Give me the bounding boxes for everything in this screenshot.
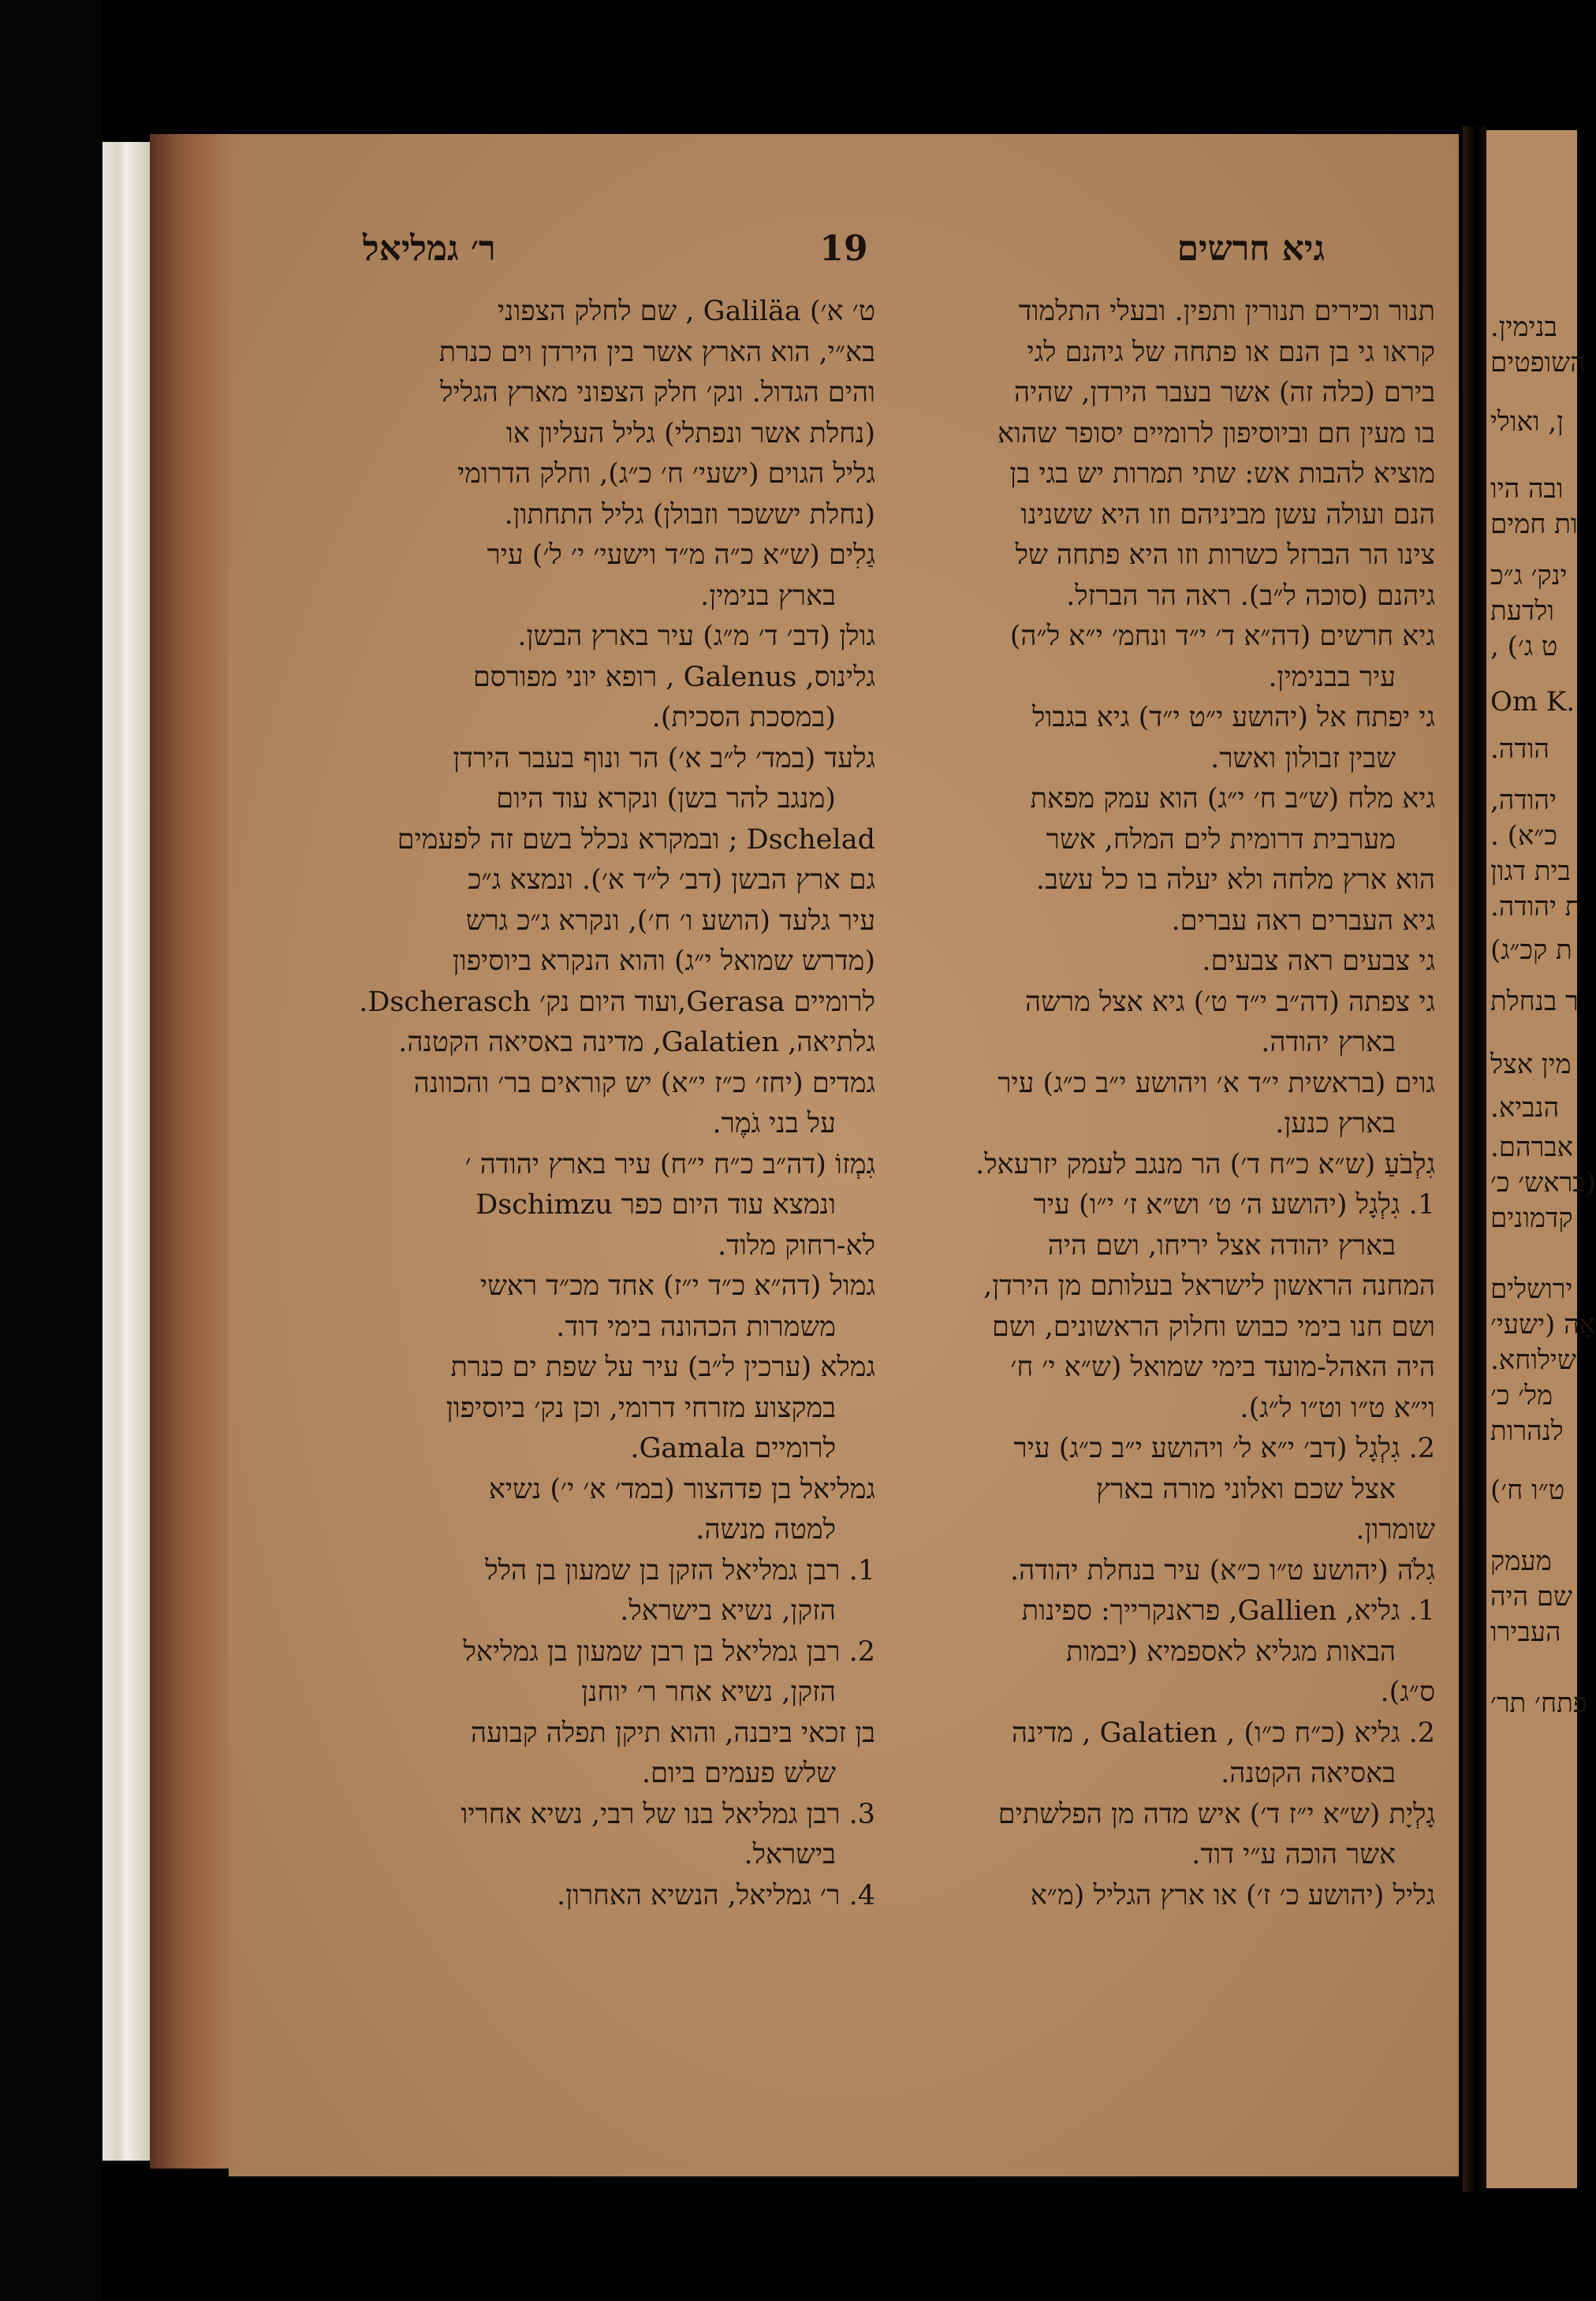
text-line: בא״י, הוא הארץ אשר בין הירדן וים כנרת (438, 336, 875, 368)
text-line: גמדים (יחז׳ כ״ז י״א) יש קוראים בר׳ והכוונה (413, 1067, 875, 1099)
text-line: שבין זבולון ואשר. (1210, 742, 1396, 774)
text-line: 2. גִלְגָל (דב׳ י״א ל׳ ויהושע י״ב כ״ג) עיר (1013, 1433, 1435, 1464)
text-line: לרומיים Gamala. (630, 1433, 836, 1464)
text-line: עיר גלעד (הושע ו׳ ח׳), ונקרא ג״כ גרש (465, 904, 875, 937)
running-title-left: ר׳ גמליאל (363, 229, 496, 269)
text-line: גיהנם (סוכה ל״ב). ראה הר הברזל. (1066, 580, 1435, 612)
facing-page-fragment: לנהרות (1490, 1415, 1564, 1447)
text-line: הבאות מגליא לאספמיא (יבמות (1066, 1635, 1396, 1668)
facing-page-fragment: הודה. (1490, 733, 1549, 765)
text-line: בן זכאי ביבנה, והוא תיקן תפלה קבועה (470, 1717, 875, 1749)
text-line: גי יפתח אל (יהושע י״ט י״ד) גיא בגבול (1032, 702, 1435, 733)
text-line: שלש פעמים ביום. (641, 1758, 836, 1789)
text-line: גי צבעים ראה צבעים. (1202, 945, 1435, 977)
facing-page-fragment: ט ג׳) , (1490, 631, 1558, 662)
page-number: 19 (819, 229, 868, 269)
page-header (363, 229, 1325, 276)
facing-page-fragment: ת קכ״ג) (1490, 934, 1572, 966)
facing-page-fragment: פתח׳ תר׳ (1490, 1688, 1587, 1719)
book-cover-edge (150, 134, 229, 2169)
facing-page-fragment: ובה היו (1490, 473, 1564, 505)
facing-page-fragment: ינק׳ ג״כ (1490, 560, 1568, 591)
text-line: גלתיאה, Galatien, מדינה באסיאה הקטנה. (398, 1027, 875, 1058)
facing-page-fragment: קדמונים (1490, 1203, 1573, 1234)
text-line: 1. גליא, Gallien, פראנקרייך: ספינות (1021, 1595, 1435, 1627)
text-line: בארץ כנען. (1275, 1108, 1396, 1139)
text-line: הזקן, נשיא אחר ר׳ יוחנן (581, 1676, 836, 1708)
facing-page-fragment: ות חמים (1490, 509, 1578, 540)
text-line: גָלְיָת (ש״א י״ז ד׳) איש מדה מן הפלשתים (998, 1798, 1435, 1830)
text-line: גם ארץ הבשן (דב׳ ל״ד א׳). ונמצא ג״כ (468, 864, 875, 896)
text-line: בארץ יהודה. (1261, 1027, 1396, 1058)
text-line: אשר הוכה ע״י דוד. (1191, 1839, 1396, 1870)
facing-page-fragment: (בראש׳ כ׳ (1490, 1167, 1596, 1199)
book-gutter (1463, 126, 1486, 2192)
text-line: (במסכת הסכית). (651, 702, 836, 733)
text-line: משמרות הכהונה בימי דוד. (556, 1311, 836, 1343)
text-line: צינו הר הברזל כשרות וזו היא פתחה של (1015, 539, 1435, 571)
facing-page-fragment: ן, ואולי (1490, 406, 1564, 438)
text-line: בו מעין חם וביוסיפון לרומיים יסופר שהוא (998, 417, 1435, 449)
text-line: גִלְבֹעַ (ש״א כ״ח ד׳) הר מנגב לעמק יזרעאל. (975, 1148, 1435, 1180)
text-line: גוים (בראשית י״ד א׳ ויהושע י״ב כ״ג) עיר (998, 1067, 1435, 1099)
running-title-right: גיא חרשים (1176, 229, 1325, 269)
text-line: הוא ארץ מלחה ולא יעלה בו כל עשב. (1035, 864, 1435, 896)
text-line: גיא חרשים (דה״א ד׳ י״ד ונחמ׳ י״א ל״ה) (1009, 621, 1435, 652)
text-line: ט׳ א׳) Galiläa , שם לחלק הצפוני (497, 296, 875, 327)
text-line: בירם (כלה זה) אשר בעבר הירדן, שהיה (1014, 377, 1435, 408)
text-line: 1. גִלְגָל (יהושע ה׳ ט׳ וש״א ז׳ י״ו) עיר (1033, 1189, 1435, 1221)
text-line: גלינוס, Galenus , רופא יוני מפורסם (472, 661, 875, 693)
text-line: עיר בבנימין. (1268, 661, 1396, 693)
text-line: 1. רבן גמליאל הזקן בן שמעון בן הלל (485, 1554, 875, 1587)
text-line: 2. גליא (כ״ח כ״ו) , Galatien , מדינה (1011, 1717, 1435, 1749)
facing-page-fragment: בית דגון (1490, 856, 1571, 887)
text-line: היה האהל-מועד בימי שמואל (ש״א י׳ ח׳ (1010, 1352, 1435, 1383)
facing-page-fragment: ת יהודה. (1490, 891, 1582, 923)
facing-page-fragment: ירושלים (1490, 1274, 1573, 1305)
text-line: מוציא להבות אש: שתי תמרות יש בגי בן (1009, 458, 1435, 490)
text-line: (מדרש שמואל י״ג) והוא הנקרא ביוסיפון (452, 945, 875, 977)
text-line: (נחלת אשר ונפתלי) גליל העליון או (505, 417, 875, 449)
text-line: Dschelad ; ובמקרא נכלל בשם זה לפעמים (397, 823, 875, 856)
page-edges (103, 142, 150, 2161)
facing-page-fragment: בנימין. (1490, 311, 1557, 343)
text-line: גיא העברים ראה עברים. (1171, 904, 1435, 937)
text-line: ס״ג). (1380, 1676, 1435, 1708)
text-line: לא-רחוק מלוד. (718, 1229, 875, 1262)
text-line: גיא מלח (ש״ב ח׳ י״ג) הוא עמק מפאת (1030, 783, 1435, 815)
text-line: וי״א ט״ו וט״ו ל״ג). (1240, 1392, 1435, 1424)
facing-page-fragment: אברהם. (1490, 1132, 1574, 1163)
text-line: גַלִים (ש״א כ״ה מ״ד וישעי׳ י׳ ל׳) עיר (487, 539, 875, 571)
facing-page-fragment: ר בנחלת (1490, 986, 1579, 1017)
text-line: בארץ יהודה אצל יריחו, ושם היה (1047, 1229, 1396, 1262)
text-line: למטה מנשה. (695, 1514, 836, 1546)
text-line: 2. רבן גמליאל בן רבן שמעון בן גמליאל (463, 1635, 875, 1668)
text-line: הזקן, נשיא בישראל. (620, 1595, 836, 1627)
text-line: באסיאה הקטנה. (1221, 1758, 1396, 1789)
text-line: מערבית דרומית לים המלח, אשר (1046, 823, 1396, 856)
text-line: תנור וכירים תנורין ותפין. ובעלי התלמוד (1018, 296, 1435, 327)
facing-page-fragment: יהודה, (1490, 785, 1557, 816)
text-line: (מנגב להר בשן) ונקרא עוד היום (496, 783, 836, 815)
text-line: גמלא (ערכין ל״ב) עיר על שפת ים כנרת (450, 1352, 875, 1383)
text-line: בישראל. (744, 1839, 836, 1870)
text-line: המחנה הראשון לישראל בעלותם מן הירדן, (983, 1270, 1435, 1302)
text-line: בארץ בנימין. (700, 580, 836, 612)
facing-page-fragment: העבירו (1490, 1617, 1561, 1648)
facing-page (1486, 130, 1596, 2188)
facing-page-fragment: הנביא. (1490, 1092, 1560, 1124)
facing-page-fragment: השופטים (1490, 347, 1586, 379)
text-line: גִלֹה (יהושע ט״ו כ״א) עיר בנחלת יהודה. (1010, 1554, 1435, 1587)
text-line: לרומיים Gerasa,ועוד היום נק׳ Dscherasch. (359, 986, 875, 1018)
text-line: גולן (דב׳ ד׳ מ״ג) עיר בארץ הבשן. (517, 621, 875, 652)
text-line: גלעד (במד׳ ל״ב א׳) הר ונוף בעבר הירדן (453, 742, 875, 774)
facing-page-fragment: מעמק (1490, 1546, 1552, 1577)
text-line: גמול (דה״א כ״ד י״ז) אחד מכ״ד ראשי (479, 1270, 875, 1302)
text-line: גִמְזוֹ (דה״ב כ״ח י״ח) עיר בארץ יהודה ׳ (464, 1148, 875, 1180)
text-line: אצל שכם ואלוני מורה בארץ (1095, 1473, 1396, 1505)
facing-page-fragment: .Om K (1490, 686, 1575, 718)
text-line: במקצוע מזרחי דרומי, וכן נק׳ ביוסיפון (446, 1392, 836, 1424)
facing-page-fragment: ט״ו ח׳) (1490, 1475, 1565, 1506)
book-binding (0, 0, 103, 2301)
text-line: 3. רבן גמליאל בנו של רבי, נשיא אחריו (461, 1798, 875, 1830)
text-line: קראו גי בן הנם או פתחה של גיהנם לגי (1027, 336, 1435, 368)
text-line: גמליאל בן פדהצור (במד׳ א׳ י׳) נשיא (488, 1473, 875, 1505)
text-line: הנם ועולה עשן מביניהם וזו היא ששנינו (1020, 498, 1435, 531)
text-line: ושם חנו בימי כבוש וחלוק הראשונים, ושם (992, 1311, 1435, 1343)
text-line: והים הגדול. ונק׳ חלק הצפוני מארץ הגליל (440, 377, 875, 408)
text-line: גליל הגוים (ישעי׳ ח׳ כ״ג), וחלק הדרומי (457, 458, 875, 490)
text-line: על בני גֹמֶר. (712, 1108, 836, 1139)
text-column-left (359, 292, 875, 1916)
text-line: שומרון. (1355, 1514, 1435, 1546)
text-line: גי צפתה (דה״ב י״ד ט׳) גיא אצל מרשה (1024, 986, 1435, 1018)
facing-page-fragment: כ״א) . (1490, 820, 1557, 852)
text-line: ונמצא עוד היום כפר Dschimzu (475, 1189, 836, 1221)
text-line: 4. ר׳ גמליאל, הנשיא האחרון. (556, 1879, 875, 1911)
facing-page-fragment: מין אצל (1490, 1049, 1572, 1080)
facing-page-fragment: מל׳ כ׳ (1490, 1380, 1553, 1412)
facing-page-fragment: שם היה (1490, 1581, 1573, 1613)
text-line: (נחלת יששכר וזבולן) גליל התחתון. (504, 498, 875, 531)
facing-page-fragment: ולדעת (1490, 595, 1554, 627)
facing-page-fragment: אָה (ישעי׳ (1490, 1309, 1596, 1341)
text-column-right (923, 292, 1435, 1916)
text-line: גליל (יהושע כ׳ ז׳) או ארץ הגליל (מ״א (1030, 1879, 1435, 1911)
facing-page-fragment: שילוחא. (1490, 1344, 1576, 1376)
